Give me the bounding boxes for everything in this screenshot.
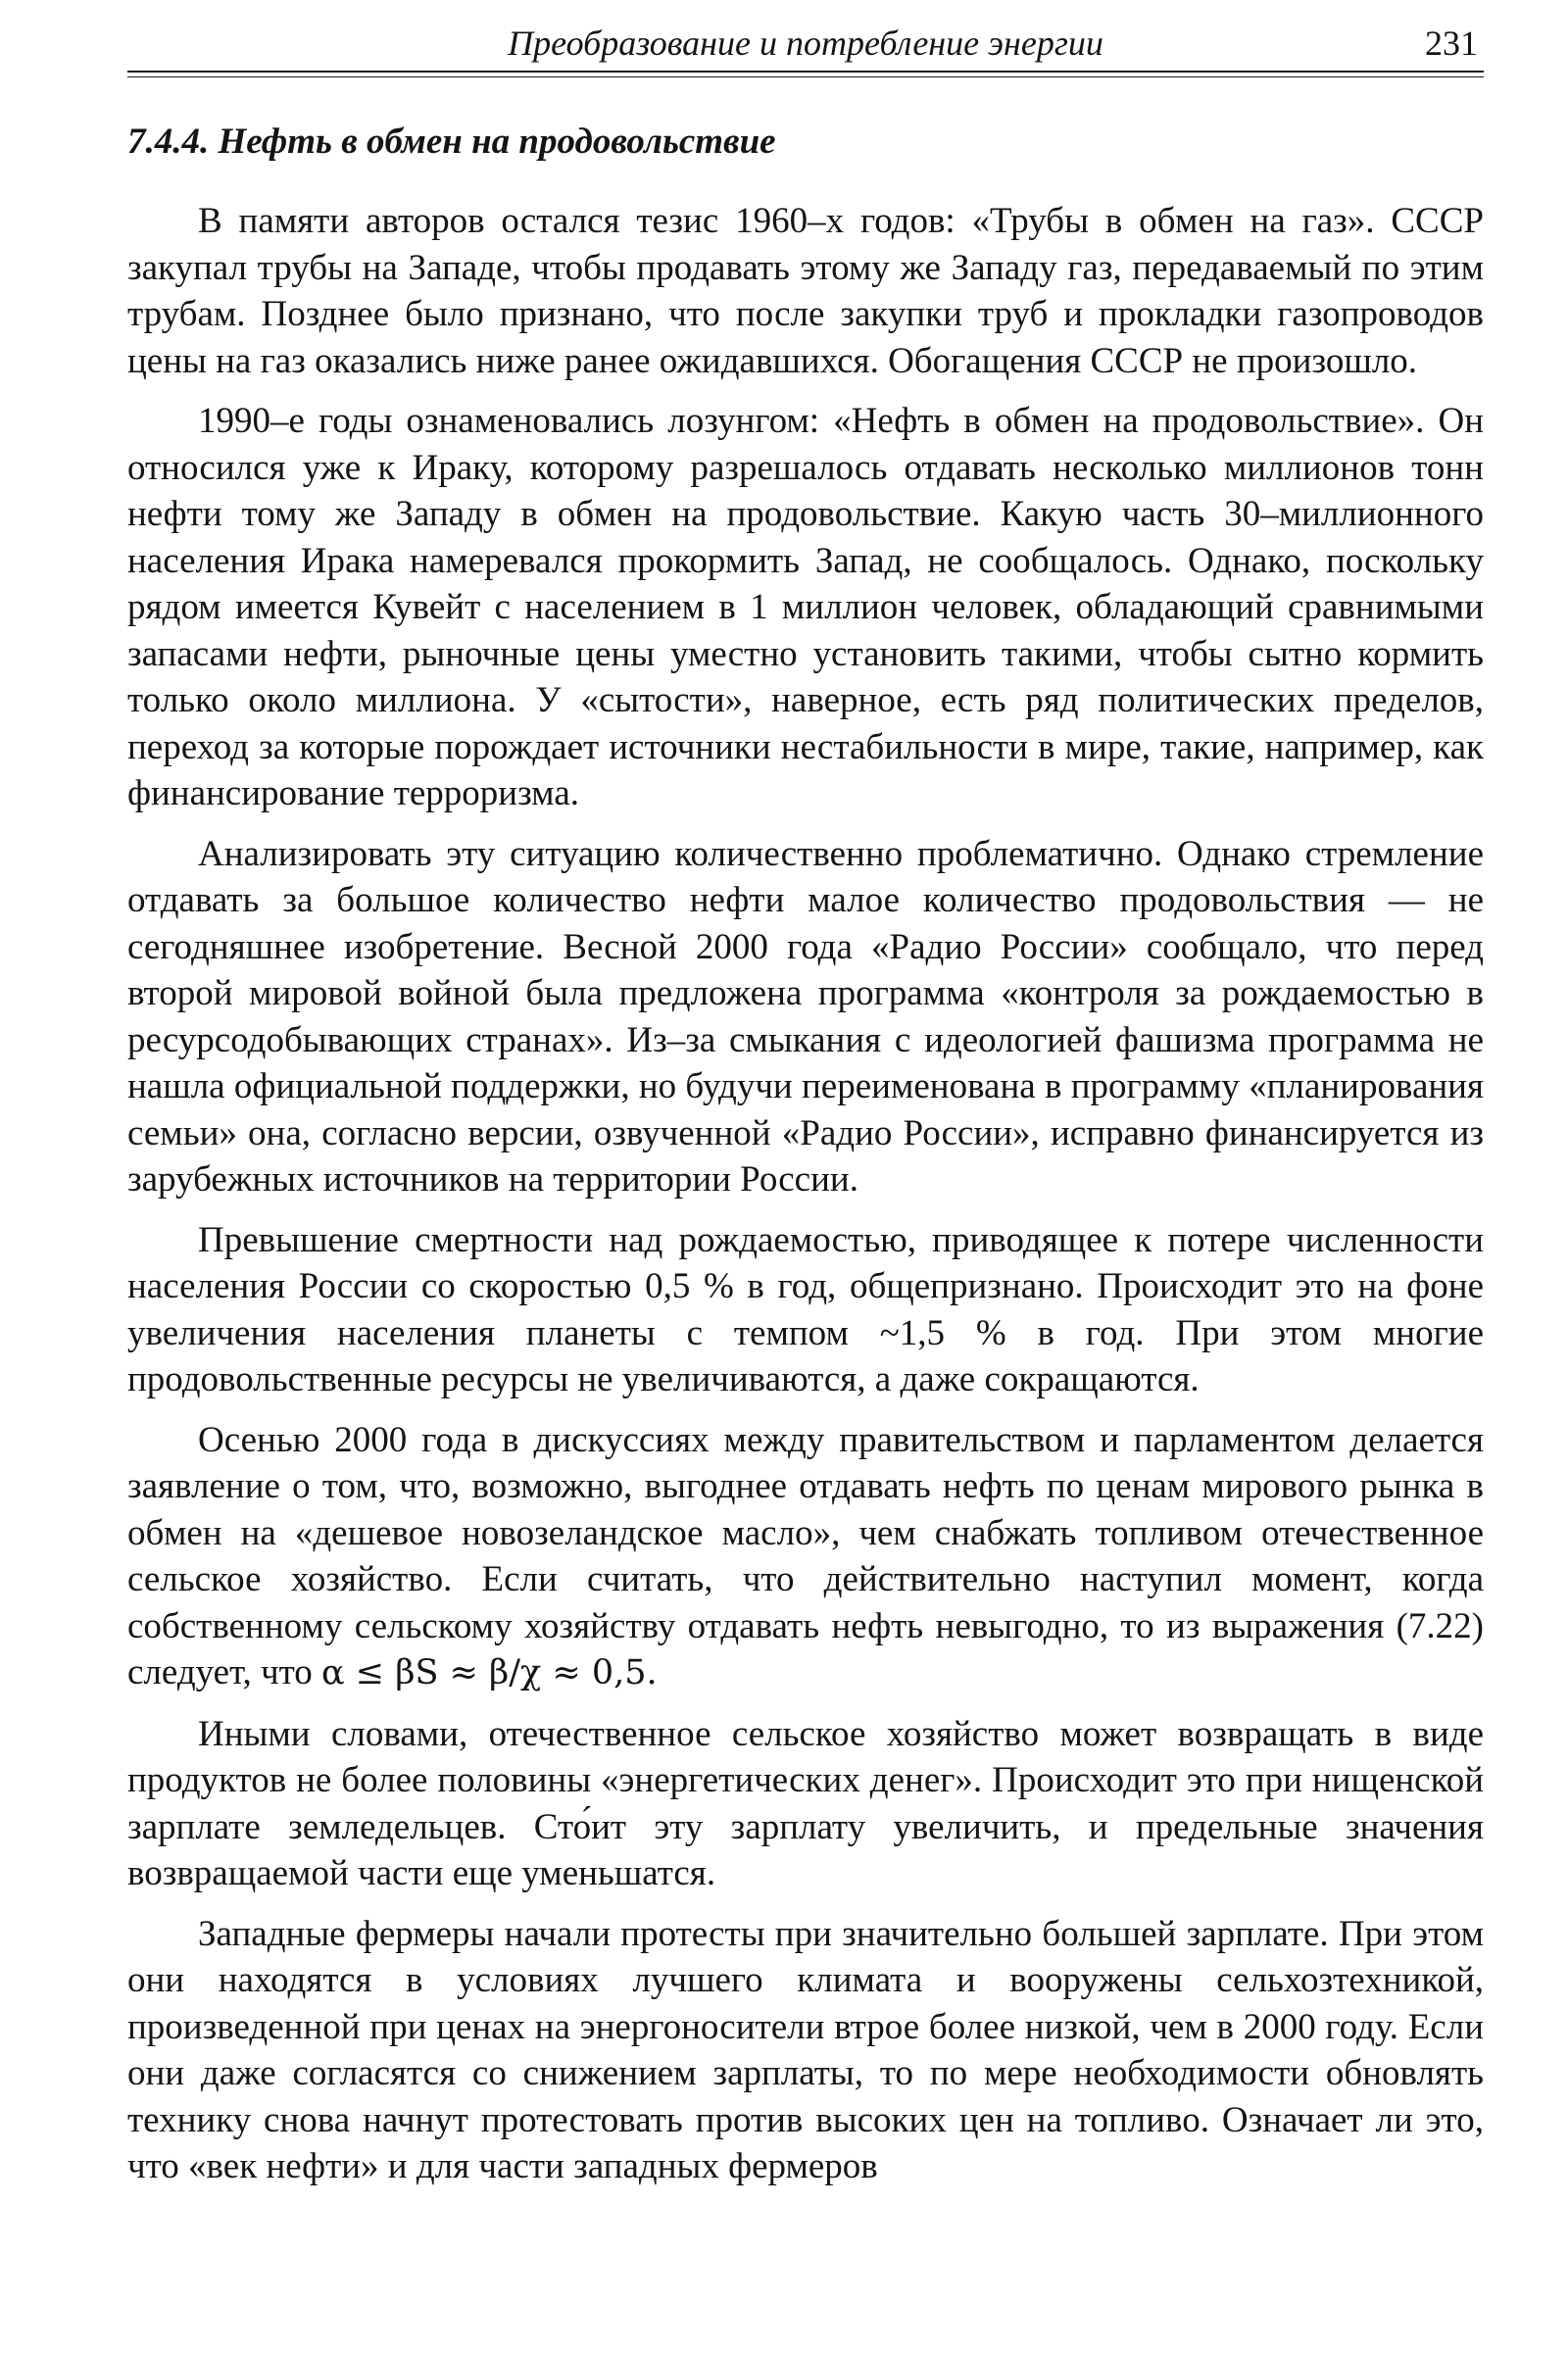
page-number: 231: [1425, 24, 1478, 63]
running-header: [127, 0, 1484, 73]
paragraph: Иными словами, отечественное сельское хозяйство может возвращать в виде продуктов не более половины «энергетических денег». Происходит это при нищенской зарплате земледельцев. Сто́ит эту зарплату увеличить, и предельные значения возвращаемой части еще уменьшатся.: [127, 1713, 1484, 1893]
paragraph: В памяти авторов остался тезис 1960–х годов: «Трубы в обмен на газ». СССР закупал трубы на Западе, чтобы продавать этому же Западу газ, передаваемый по этим трубам. Позднее было признано, что после закупки труб и прокладки газопроводов цены на газ оказались ниже ранее ожидавшихся. Обогащения СССР не произошло.: [127, 201, 1484, 381]
body-text: [127, 198, 1484, 2190]
paragraph: Западные фермеры начали протесты при значительно большей зарплате. При этом они находятся в условиях лучшего климата и вооружены сельхозтехникой, произведенной при ценах на энергоносители втрое более низкой, чем в 2000 году. Если они даже согласятся со снижением зарплаты, то по мере необходимости обновлять технику снова начнут протестовать против высоких цен на топливо. Означает ли это, что «век нефти» и для части западных фермеров: [127, 1913, 1484, 2186]
section-heading: 7.4.4. Нефть в обмен на продовольствие: [127, 122, 776, 162]
inline-formula: α ≤ βS ≈ β/χ ≈ 0,5.: [321, 1653, 658, 1692]
paragraph: Превышение смертности над рождаемостью, приводящее к потере численности населения России со скоростью 0,5 % в год, общепризнано. Происходит это на фоне увеличения населения планеты с темпом ~1,5 % в год. При этом многие продовольственные ресурсы не увеличиваются, а даже сокращаются.: [127, 1219, 1484, 1399]
paragraph-text: Осенью 2000 года в дискуссиях между правительством и парламентом делается заявление о том, что, возможно, выгоднее отдавать нефть по ценам мирового рынка в обмен на «дешевое новозеландское масло», чем снабжать топливом отечественное сельское хозяйство. Если считать, что действительно наступил момент, когда собственному сельскому хозяйству отдавать нефть невыгодно, то из выражения (7.22) следует, что: [127, 1419, 1484, 1692]
paragraph-with-formula: [127, 1417, 1484, 1697]
paragraph: Анализировать эту ситуацию количественно проблематично. Однако стремление отдавать за большое количество нефти малое количество продовольствия — не сегодняшнее изобретение. Весной 2000 года «Радио России» сообщало, что перед второй мировой войной была предложена программа «контроля за рождаемостью в ресурсодобывающих странах». Из–за смыкания с идеологией фашизма программа не нашла официальной поддержки, но будучи переименована в программу «планирования семьи» она, согласно версии, озвученной «Радио России», исправно финансируется из зарубежных источников на территории России.: [127, 833, 1484, 1200]
running-header-title: Преобразование и потребление энергии: [508, 24, 1103, 63]
paragraph: 1990–е годы ознаменовались лозунгом: «Нефть в обмен на продовольствие». Он относился уже к Ираку, которому разрешалось отдавать несколько миллионов тонн нефти тому же Западу в обмен на продовольствие. Какую часть 30–миллионного населения Ирака намеревался прокормить Запад, не сообщалось. Однако, поскольку рядом имеется Кувейт с населением в 1 миллион человек, обладающий сравнимыми запасами нефти, рыночные цены уместно установить такими, чтобы сытно кормить только около миллиона. У «сытости», наверное, есть ряд политических пределов, переход за которые порождает источники нестабильности в мире, такие, например, как финансирование терроризма.: [127, 401, 1484, 813]
